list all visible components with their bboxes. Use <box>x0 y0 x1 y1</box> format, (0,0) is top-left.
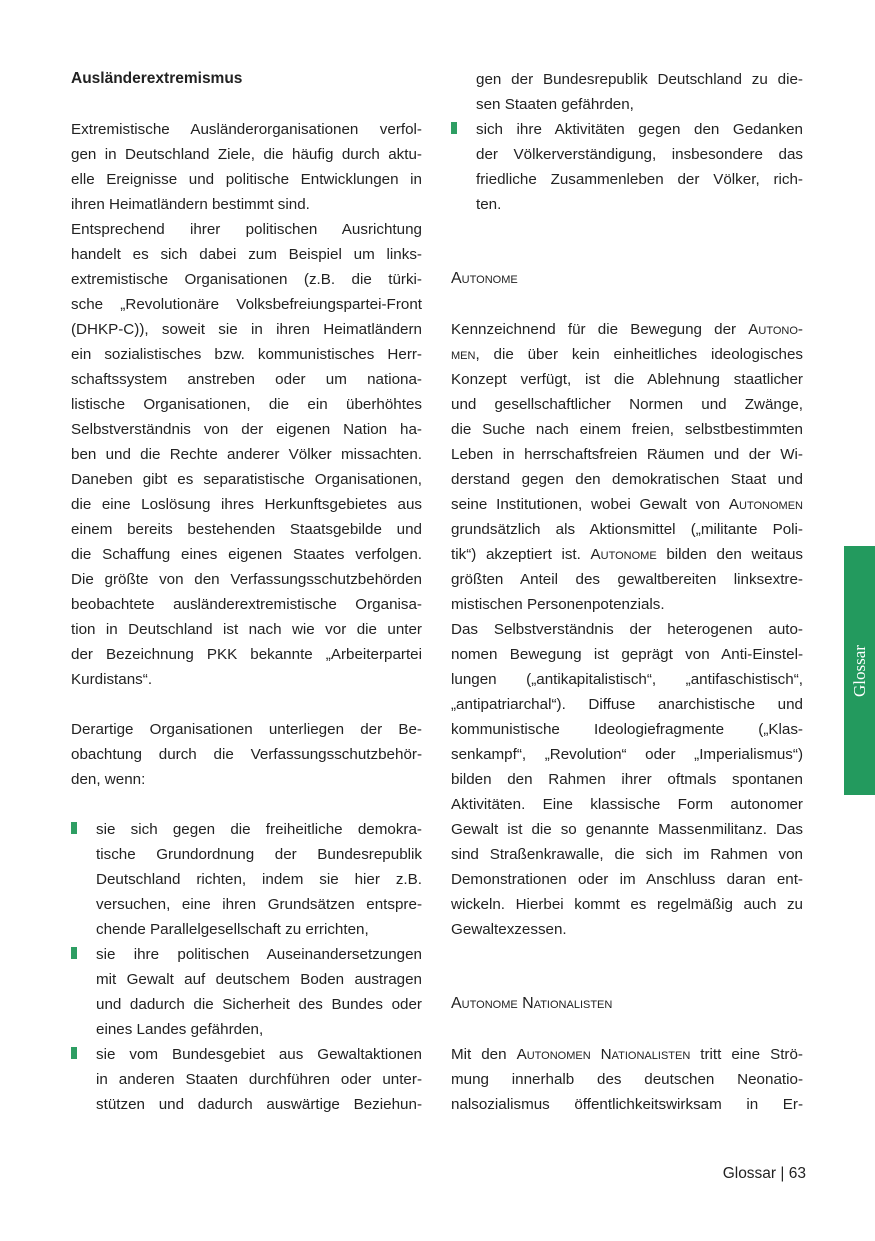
paragraph-line: den, wenn: <box>71 771 146 788</box>
paragraph-line: Entsprechend ihrer politischen Ausrichtung <box>71 221 422 238</box>
paragraph-line: größten Anteil des gewaltbereiten linksextre- <box>451 571 803 588</box>
paragraph-line: Gewalt ist die so genannte Massenmilitanz. Das <box>451 821 803 838</box>
paragraph-line: bilden den Rahmen ihrer oftmals spontanen <box>451 771 803 788</box>
page-number: 63 <box>788 1165 806 1182</box>
paragraph-line: tion in Deutschland ist nach wie vor die unter <box>71 621 422 638</box>
paragraph-line: ben und die Rechte anderer Völker missachten. <box>71 446 422 463</box>
page-footer <box>700 1163 806 1185</box>
paragraph-line: mung innerhalb des deutschen Neonatio- <box>451 1071 803 1088</box>
list-item-line: Deutschland richten, indem sie hier z.B. <box>96 871 422 888</box>
paragraph-line: nomen Bewegung ist geprägt von Anti-Einstel- <box>451 646 803 663</box>
paragraph-line: gen in Deutschland Ziele, die häufig durch aktu- <box>71 146 422 163</box>
list-item-line: chende Parallelgesellschaft zu errichten, <box>96 921 369 938</box>
list-item-line: tische Grundordnung der Bundesrepublik <box>96 846 422 863</box>
list-item-line: sich ihre Aktivitäten gegen den Gedanken <box>476 121 803 138</box>
list-item-line: der Völkerverständigung, insbesondere das <box>476 146 803 163</box>
list-item-line: eines Landes gefährden, <box>96 1021 264 1038</box>
list-item-line: gen der Bundesrepublik Deutschland zu die- <box>476 71 803 88</box>
list-item-line: sen Staaten gefährden, <box>476 96 634 113</box>
list-bullet-marker <box>71 947 77 959</box>
paragraph-line: mistischen Personenpotenzials. <box>451 596 665 613</box>
paragraph-line: ihren Heimatländern bestimmt sind. <box>71 196 310 213</box>
paragraph-line: Mit den Autonomen Nationalisten tritt eine Strö- <box>451 1046 803 1063</box>
paragraph-line: Leben in herrschaftsfreien Räumen und der Wi- <box>451 446 803 463</box>
heading-autonome: Autonome <box>451 270 518 287</box>
paragraph-line: handelt es sich dabei zum Beispiel um links- <box>71 246 422 263</box>
list-item-line: versuchen, eine ihren Grundsätzen entspre- <box>96 896 422 913</box>
paragraph-line: grundsätzlich als Aktionsmittel („militante Poli- <box>451 521 803 538</box>
paragraph-line: senkampf“, „Revolution“ oder „Imperialismus“) <box>451 746 803 763</box>
paragraph-line: Kennzeichnend für die Bewegung der Autono- <box>451 321 803 338</box>
section-tab <box>844 546 875 795</box>
list-item-line: friedliche Zusammenleben der Völker, rich- <box>476 171 803 188</box>
paragraph-line: sche „Revolutionäre Volksbefreiungspartei-Front <box>71 296 422 313</box>
list-item-line: sie vom Bundesgebiet aus Gewaltaktionen <box>96 1046 422 1063</box>
heading-auslaenderextremismus: Ausländerextremismus <box>71 70 243 87</box>
paragraph-line: seine Institutionen, wobei Gewalt von Autonomen <box>451 496 803 513</box>
paragraph-line: (DHKP-C)), soweit sie in ihren Heimatländern <box>71 321 422 338</box>
list-item-line: mit Gewalt auf deutschem Boden austragen <box>96 971 422 988</box>
list-bullet-marker <box>71 1047 77 1059</box>
paragraph-line: Demonstrationen oder im Anschluss daran ent- <box>451 871 803 888</box>
paragraph-line: Daneben gibt es separatistische Organisationen, <box>71 471 422 488</box>
paragraph-line: Die größte von den Verfassungsschutzbehörden <box>71 571 422 588</box>
paragraph-line: ein sozialistisches bzw. kommunistisches Herr- <box>71 346 422 363</box>
paragraph-line: lungen („antikapitalistisch“, „antifaschistisch“, <box>451 671 803 688</box>
paragraph-line: Extremistische Ausländerorganisationen verfol- <box>71 121 422 138</box>
paragraph-line: und gesellschaftlicher Normen und Zwänge, <box>451 396 803 413</box>
list-item-line: und dadurch die Sicherheit des Bundes oder <box>96 996 422 1013</box>
paragraph-line: Aktivitäten. Eine klassische Form autonomer <box>451 796 803 813</box>
paragraph-line: „antipatriarchal“). Diffuse anarchistische und <box>451 696 803 713</box>
paragraph-line: Das Selbstverständnis der heterogenen auto- <box>451 621 803 638</box>
list-item-line: stützen und dadurch auswärtige Beziehun- <box>96 1096 422 1113</box>
paragraph-line: wickeln. Hierbei kommt es regelmäßig auch zu <box>451 896 803 913</box>
paragraph-line: einem bereits bestehenden Staatsgebilde und <box>71 521 422 538</box>
paragraph-line: schaftssystem anstreben oder um nationa- <box>71 371 422 388</box>
list-item-line: in anderen Staaten durchführen oder unter- <box>96 1071 422 1088</box>
paragraph-line: Derartige Organisationen unterliegen der Be- <box>71 721 422 738</box>
list-bullet-marker <box>71 822 77 834</box>
paragraph-line: die Suche nach einem freien, selbstbestimmten <box>451 421 803 438</box>
paragraph-line: Konzept verfügt, ist die Ablehnung staatlicher <box>451 371 803 388</box>
list-bullet-marker <box>451 122 457 134</box>
paragraph-line: listische Organisationen, die ein überhöhtes <box>71 396 422 413</box>
paragraph-line: Kurdistans“. <box>71 671 153 688</box>
paragraph-line: elle Ereignisse und politische Entwicklungen in <box>71 171 422 188</box>
paragraph-line: extremistische Organisationen (z.B. die türki- <box>71 271 422 288</box>
paragraph-line: derstand gegen den demokratischen Staat und <box>451 471 803 488</box>
paragraph-line: Selbstverständnis von der eigenen Nation ha- <box>71 421 422 438</box>
paragraph-line: tik“) akzeptiert ist. Autonome bilden den weitaus <box>451 546 803 563</box>
list-item-line: sie sich gegen die freiheitliche demokra- <box>96 821 422 838</box>
footer-separator: | <box>780 1165 785 1182</box>
list-item-line: sie ihre politischen Auseinandersetzungen <box>96 946 422 963</box>
paragraph-line: die eine Loslösung ihres Herkunftsgebietes aus <box>71 496 422 513</box>
heading-autonome-nationalisten: Autonome Nationalisten <box>451 995 613 1012</box>
paragraph-line: die Schaffung eines eigenen Staates verfolgen. <box>71 546 422 563</box>
paragraph-line: sind Straßenkrawalle, die sich im Rahmen von <box>451 846 803 863</box>
paragraph-line: nalsozialismus öffentlichkeitswirksam in Er- <box>451 1096 803 1113</box>
list-item-line: ten. <box>476 196 502 213</box>
paragraph-line: men, die über kein einheitliches ideologisches <box>451 346 803 363</box>
paragraph-line: obachtung durch die Verfassungsschutzbehör- <box>71 746 422 763</box>
paragraph-line: Gewaltexzessen. <box>451 921 567 938</box>
footer-section: Glossar <box>722 1165 777 1182</box>
paragraph-line: der Bezeichnung PKK bekannte „Arbeiterpartei <box>71 646 422 663</box>
section-tab-label: Glossar <box>849 644 869 697</box>
paragraph-line: beobachtete ausländerextremistische Organisa- <box>71 596 422 613</box>
paragraph-line: kommunistische Ideologiefragmente („Klas- <box>451 721 803 738</box>
